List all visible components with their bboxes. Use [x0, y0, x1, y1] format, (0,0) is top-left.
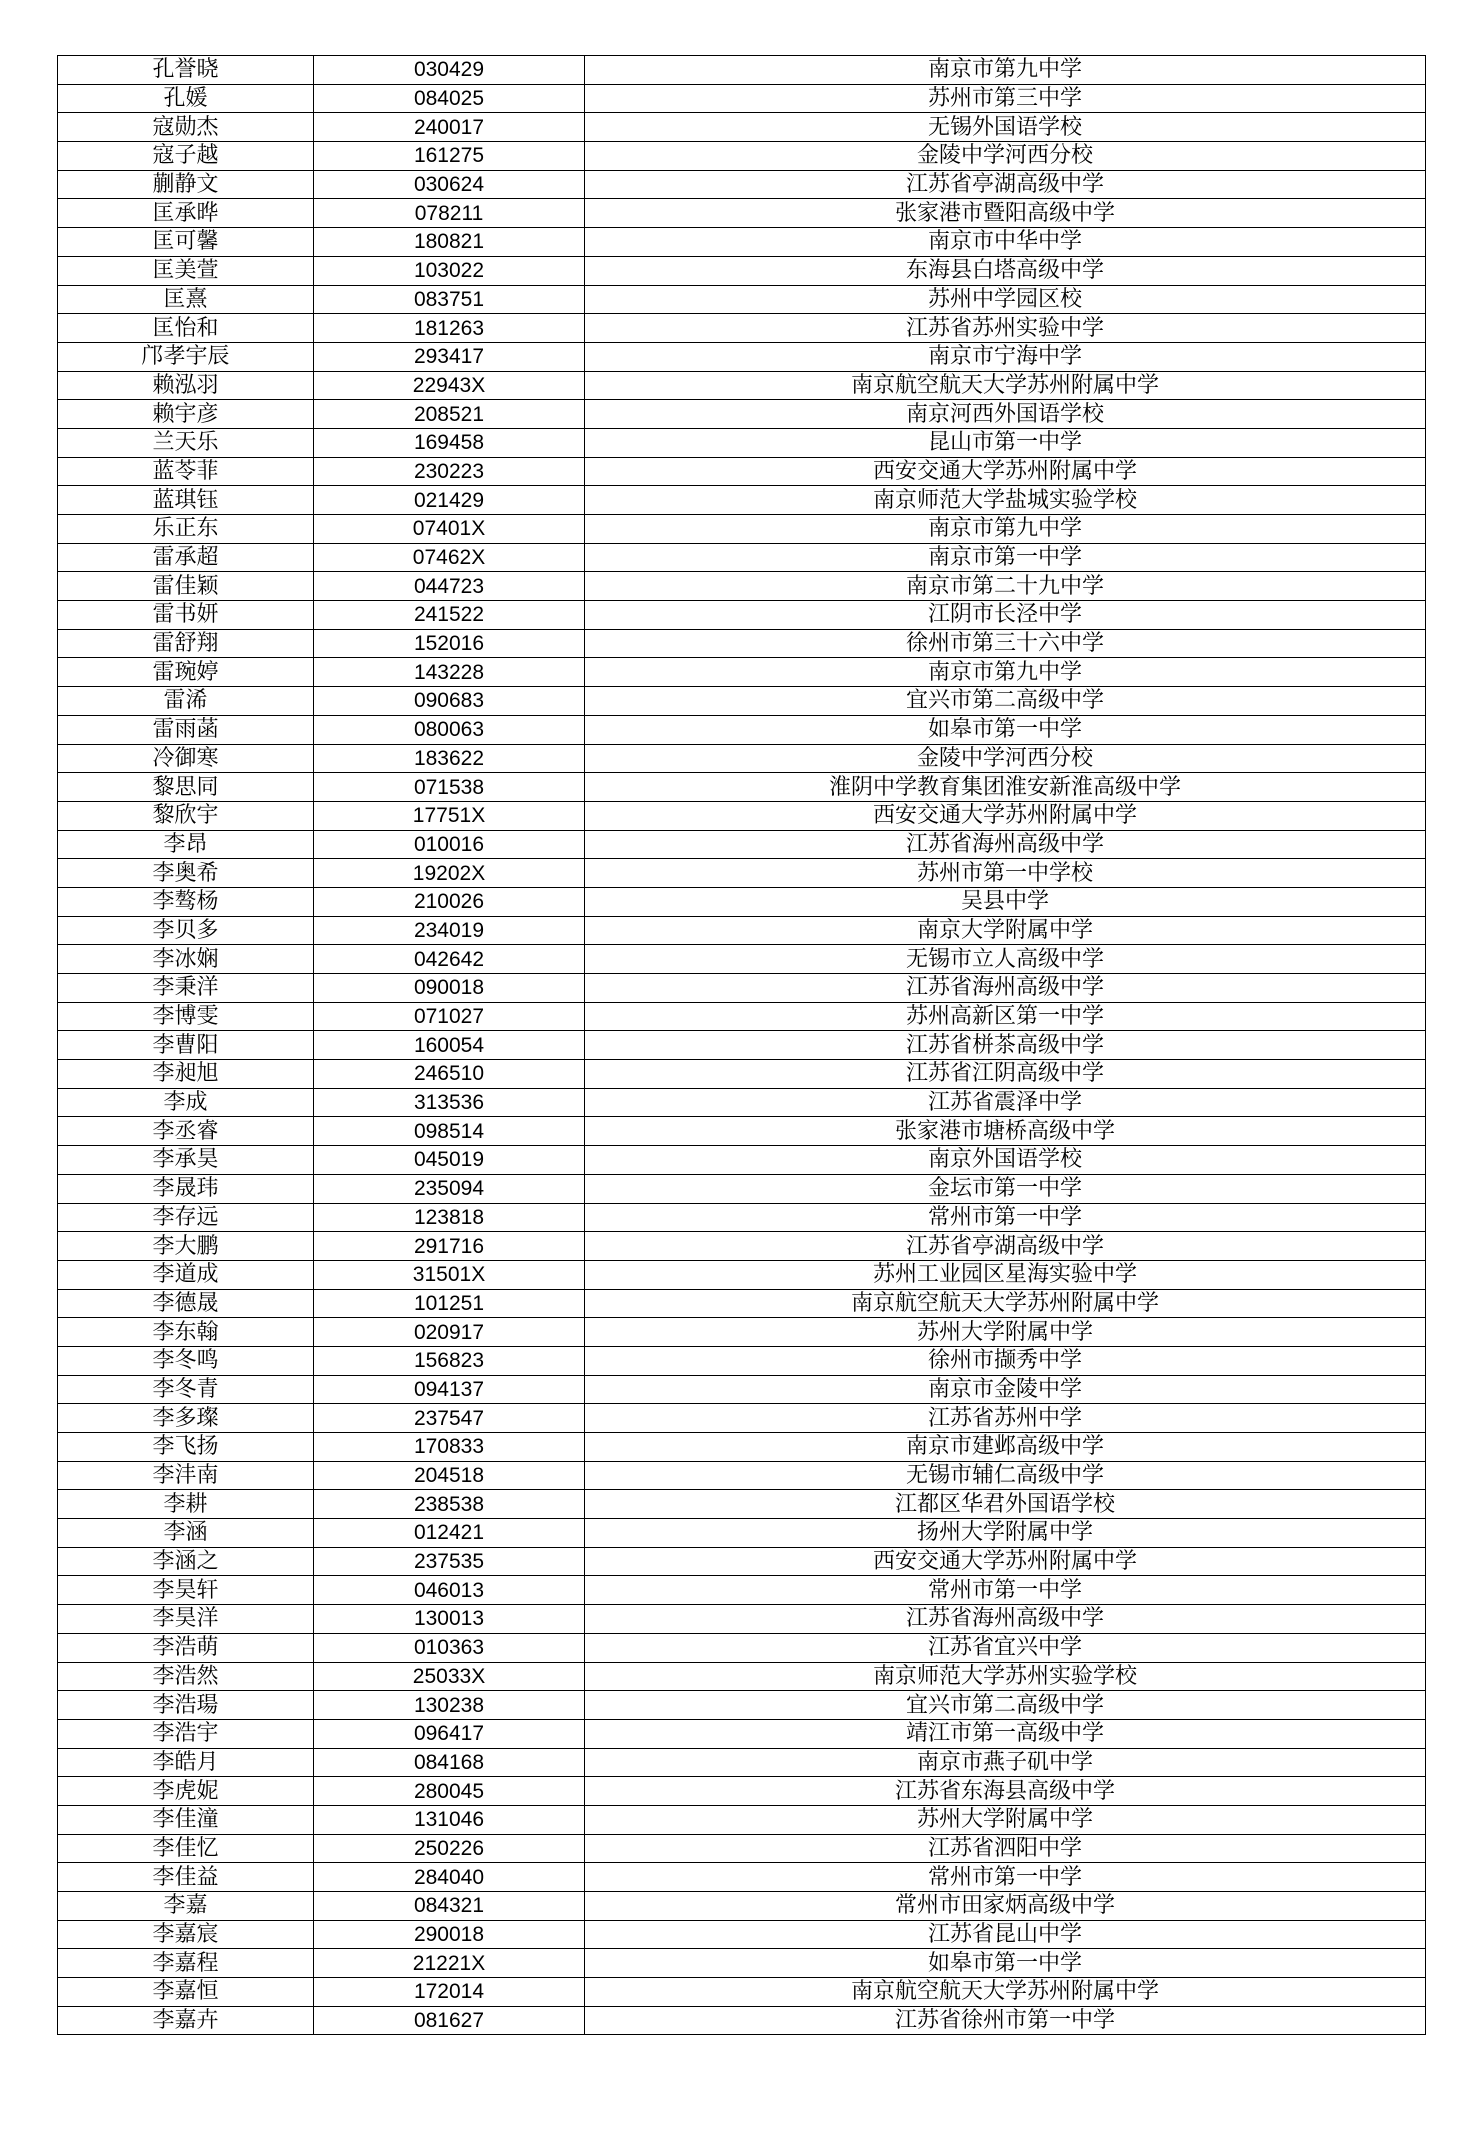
school-name-cell: 江苏省苏州中学 — [585, 1404, 1426, 1433]
student-name-cell: 李丞睿 — [58, 1117, 314, 1146]
table-row — [58, 1490, 1426, 1519]
student-name-cell: 寇勋杰 — [58, 113, 314, 142]
student-id-cell: 293417 — [314, 342, 585, 371]
student-id-cell: 170833 — [314, 1433, 585, 1462]
school-name-cell: 南京市第九中学 — [585, 658, 1426, 687]
student-name-cell: 匡承晔 — [58, 199, 314, 228]
school-name-cell: 南京河西外国语学校 — [585, 400, 1426, 429]
student-id-cell: 045019 — [314, 1146, 585, 1175]
table-row — [58, 1346, 1426, 1375]
school-name-cell: 靖江市第一高级中学 — [585, 1719, 1426, 1748]
student-id-cell: 246510 — [314, 1060, 585, 1089]
student-id-cell: 090018 — [314, 974, 585, 1003]
table-row — [58, 199, 1426, 228]
table-row — [58, 1375, 1426, 1404]
table-row — [58, 1920, 1426, 1949]
student-id-cell: 183622 — [314, 744, 585, 773]
student-id-cell: 042642 — [314, 945, 585, 974]
table-row — [58, 916, 1426, 945]
student-name-cell: 李曹阳 — [58, 1031, 314, 1060]
school-name-cell: 南京市建邺高级中学 — [585, 1433, 1426, 1462]
student-name-cell: 李贝多 — [58, 916, 314, 945]
student-id-cell: 240017 — [314, 113, 585, 142]
table-row — [58, 1232, 1426, 1261]
table-row — [58, 1519, 1426, 1548]
student-id-cell: 071027 — [314, 1002, 585, 1031]
school-name-cell: 江苏省栟茶高级中学 — [585, 1031, 1426, 1060]
student-roster-table — [57, 55, 1426, 2035]
student-id-cell: 078211 — [314, 199, 585, 228]
student-name-cell: 匡美萱 — [58, 256, 314, 285]
student-id-cell: 096417 — [314, 1719, 585, 1748]
student-id-cell: 030624 — [314, 170, 585, 199]
student-name-cell: 冷御寒 — [58, 744, 314, 773]
table-row — [58, 629, 1426, 658]
student-id-cell: 160054 — [314, 1031, 585, 1060]
student-name-cell: 匡怡和 — [58, 314, 314, 343]
school-name-cell: 南京市燕子矶中学 — [585, 1748, 1426, 1777]
student-name-cell: 李浩宇 — [58, 1719, 314, 1748]
student-id-cell: 17751X — [314, 801, 585, 830]
school-name-cell: 江苏省震泽中学 — [585, 1088, 1426, 1117]
student-name-cell: 李嘉 — [58, 1892, 314, 1921]
student-name-cell: 李奥希 — [58, 859, 314, 888]
student-id-cell: 044723 — [314, 572, 585, 601]
student-id-cell: 123818 — [314, 1203, 585, 1232]
student-id-cell: 250226 — [314, 1834, 585, 1863]
student-name-cell: 李晟玮 — [58, 1174, 314, 1203]
school-name-cell: 南京市第九中学 — [585, 515, 1426, 544]
school-name-cell: 南京市金陵中学 — [585, 1375, 1426, 1404]
student-id-cell: 313536 — [314, 1088, 585, 1117]
table-row — [58, 1978, 1426, 2007]
student-name-cell: 李佳潼 — [58, 1805, 314, 1834]
table-row — [58, 1318, 1426, 1347]
student-name-cell: 李道成 — [58, 1260, 314, 1289]
student-id-cell: 204518 — [314, 1461, 585, 1490]
table-row — [58, 1662, 1426, 1691]
school-name-cell: 南京市宁海中学 — [585, 342, 1426, 371]
student-id-cell: 284040 — [314, 1863, 585, 1892]
student-id-cell: 237547 — [314, 1404, 585, 1433]
school-name-cell: 徐州市第三十六中学 — [585, 629, 1426, 658]
table-row — [58, 974, 1426, 1003]
student-id-cell: 19202X — [314, 859, 585, 888]
student-id-cell: 084025 — [314, 84, 585, 113]
student-name-cell: 蓝苓菲 — [58, 457, 314, 486]
student-name-cell: 李秉洋 — [58, 974, 314, 1003]
table-row — [58, 1748, 1426, 1777]
school-name-cell: 常州市第一中学 — [585, 1203, 1426, 1232]
school-name-cell: 南京航空航天大学苏州附属中学 — [585, 1978, 1426, 2007]
student-name-cell: 李德晟 — [58, 1289, 314, 1318]
school-name-cell: 常州市第一中学 — [585, 1576, 1426, 1605]
student-name-cell: 李昶旭 — [58, 1060, 314, 1089]
school-name-cell: 苏州市第三中学 — [585, 84, 1426, 113]
student-name-cell: 孔誉晓 — [58, 56, 314, 85]
school-name-cell: 江都区华君外国语学校 — [585, 1490, 1426, 1519]
student-name-cell: 蓝琪钰 — [58, 486, 314, 515]
table-row — [58, 1892, 1426, 1921]
table-row — [58, 1031, 1426, 1060]
student-id-cell: 25033X — [314, 1662, 585, 1691]
table-row — [58, 486, 1426, 515]
student-name-cell: 李昂 — [58, 830, 314, 859]
table-row — [58, 56, 1426, 85]
student-id-cell: 172014 — [314, 1978, 585, 2007]
student-id-cell: 22943X — [314, 371, 585, 400]
student-name-cell: 李存远 — [58, 1203, 314, 1232]
student-id-cell: 208521 — [314, 400, 585, 429]
student-id-cell: 180821 — [314, 228, 585, 257]
table-row — [58, 1805, 1426, 1834]
school-name-cell: 西安交通大学苏州附属中学 — [585, 1547, 1426, 1576]
student-id-cell: 071538 — [314, 773, 585, 802]
school-name-cell: 江苏省海州高级中学 — [585, 974, 1426, 1003]
table-row — [58, 400, 1426, 429]
student-name-cell: 李大鹏 — [58, 1232, 314, 1261]
school-name-cell: 金陵中学河西分校 — [585, 744, 1426, 773]
student-name-cell: 李皓月 — [58, 1748, 314, 1777]
table-row — [58, 1547, 1426, 1576]
student-id-cell: 143228 — [314, 658, 585, 687]
school-name-cell: 南京市第二十九中学 — [585, 572, 1426, 601]
student-name-cell: 雷浠 — [58, 687, 314, 716]
table-row — [58, 715, 1426, 744]
table-row — [58, 1117, 1426, 1146]
student-name-cell: 雷承超 — [58, 543, 314, 572]
table-row — [58, 142, 1426, 171]
student-id-cell: 083751 — [314, 285, 585, 314]
school-name-cell: 苏州大学附属中学 — [585, 1805, 1426, 1834]
student-id-cell: 290018 — [314, 1920, 585, 1949]
student-name-cell: 黎欣宇 — [58, 801, 314, 830]
school-name-cell: 淮阴中学教育集团淮安新淮高级中学 — [585, 773, 1426, 802]
student-id-cell: 237535 — [314, 1547, 585, 1576]
student-name-cell: 李博雯 — [58, 1002, 314, 1031]
student-id-cell: 021429 — [314, 486, 585, 515]
school-name-cell: 江苏省昆山中学 — [585, 1920, 1426, 1949]
table-row — [58, 1060, 1426, 1089]
table-row — [58, 314, 1426, 343]
student-id-cell: 130238 — [314, 1691, 585, 1720]
school-name-cell: 常州市田家炳高级中学 — [585, 1892, 1426, 1921]
school-name-cell: 江苏省海州高级中学 — [585, 830, 1426, 859]
student-name-cell: 赖宇彦 — [58, 400, 314, 429]
table-row — [58, 1146, 1426, 1175]
student-name-cell: 乐正东 — [58, 515, 314, 544]
school-name-cell: 江苏省徐州市第一中学 — [585, 2006, 1426, 2035]
school-name-cell: 江苏省宜兴中学 — [585, 1633, 1426, 1662]
student-name-cell: 李耕 — [58, 1490, 314, 1519]
table-row — [58, 1260, 1426, 1289]
table-row — [58, 1719, 1426, 1748]
student-name-cell: 李骜杨 — [58, 887, 314, 916]
student-name-cell: 李佳益 — [58, 1863, 314, 1892]
student-name-cell: 李嘉恒 — [58, 1978, 314, 2007]
school-name-cell: 苏州高新区第一中学 — [585, 1002, 1426, 1031]
student-name-cell: 李昊洋 — [58, 1605, 314, 1634]
school-name-cell: 江苏省海州高级中学 — [585, 1605, 1426, 1634]
school-name-cell: 如皋市第一中学 — [585, 715, 1426, 744]
student-name-cell: 李成 — [58, 1088, 314, 1117]
table-row — [58, 658, 1426, 687]
student-name-cell: 雷舒翔 — [58, 629, 314, 658]
student-id-cell: 030429 — [314, 56, 585, 85]
student-id-cell: 07462X — [314, 543, 585, 572]
table-row — [58, 1404, 1426, 1433]
table-row — [58, 1691, 1426, 1720]
student-name-cell: 李涵 — [58, 1519, 314, 1548]
table-row — [58, 1433, 1426, 1462]
student-id-cell: 101251 — [314, 1289, 585, 1318]
table-row — [58, 2006, 1426, 2035]
school-name-cell: 江苏省江阴高级中学 — [585, 1060, 1426, 1089]
school-name-cell: 宜兴市第二高级中学 — [585, 1691, 1426, 1720]
table-row — [58, 543, 1426, 572]
student-id-cell: 080063 — [314, 715, 585, 744]
student-name-cell: 李嘉卉 — [58, 2006, 314, 2035]
student-id-cell: 241522 — [314, 601, 585, 630]
table-row — [58, 1461, 1426, 1490]
table-row — [58, 830, 1426, 859]
student-name-cell: 李涵之 — [58, 1547, 314, 1576]
school-name-cell: 南京航空航天大学苏州附属中学 — [585, 371, 1426, 400]
student-id-cell: 210026 — [314, 887, 585, 916]
student-id-cell: 130013 — [314, 1605, 585, 1634]
student-id-cell: 098514 — [314, 1117, 585, 1146]
school-name-cell: 徐州市撷秀中学 — [585, 1346, 1426, 1375]
student-id-cell: 291716 — [314, 1232, 585, 1261]
student-name-cell: 李冬鸣 — [58, 1346, 314, 1375]
table-row — [58, 1863, 1426, 1892]
student-id-cell: 010363 — [314, 1633, 585, 1662]
student-name-cell: 李嘉宸 — [58, 1920, 314, 1949]
school-name-cell: 南京大学附属中学 — [585, 916, 1426, 945]
school-name-cell: 江阴市长泾中学 — [585, 601, 1426, 630]
student-name-cell: 蒯静文 — [58, 170, 314, 199]
student-id-cell: 169458 — [314, 428, 585, 457]
student-name-cell: 雷琬婷 — [58, 658, 314, 687]
student-name-cell: 寇子越 — [58, 142, 314, 171]
table-row — [58, 228, 1426, 257]
student-name-cell: 李承昊 — [58, 1146, 314, 1175]
table-row — [58, 572, 1426, 601]
table-row — [58, 1002, 1426, 1031]
student-id-cell: 152016 — [314, 629, 585, 658]
student-id-cell: 046013 — [314, 1576, 585, 1605]
table-row — [58, 515, 1426, 544]
table-row — [58, 285, 1426, 314]
school-name-cell: 西安交通大学苏州附属中学 — [585, 457, 1426, 486]
table-row — [58, 1088, 1426, 1117]
student-id-cell: 084321 — [314, 1892, 585, 1921]
student-id-cell: 020917 — [314, 1318, 585, 1347]
table-row — [58, 687, 1426, 716]
table-row — [58, 1576, 1426, 1605]
student-name-cell: 李沣南 — [58, 1461, 314, 1490]
school-name-cell: 南京航空航天大学苏州附属中学 — [585, 1289, 1426, 1318]
table-row — [58, 945, 1426, 974]
school-name-cell: 金陵中学河西分校 — [585, 142, 1426, 171]
school-name-cell: 苏州中学园区校 — [585, 285, 1426, 314]
student-id-cell: 084168 — [314, 1748, 585, 1777]
student-name-cell: 李昊轩 — [58, 1576, 314, 1605]
student-name-cell: 李飞扬 — [58, 1433, 314, 1462]
school-name-cell: 无锡市立人高级中学 — [585, 945, 1426, 974]
school-name-cell: 宜兴市第二高级中学 — [585, 687, 1426, 716]
table-row — [58, 457, 1426, 486]
student-name-cell: 雷佳颖 — [58, 572, 314, 601]
student-name-cell: 孔媛 — [58, 84, 314, 113]
student-id-cell: 012421 — [314, 1519, 585, 1548]
school-name-cell: 南京市中华中学 — [585, 228, 1426, 257]
table-row — [58, 801, 1426, 830]
student-id-cell: 094137 — [314, 1375, 585, 1404]
school-name-cell: 张家港市暨阳高级中学 — [585, 199, 1426, 228]
student-name-cell: 匡熹 — [58, 285, 314, 314]
table-row — [58, 1633, 1426, 1662]
student-name-cell: 李浩瑒 — [58, 1691, 314, 1720]
student-id-cell: 21221X — [314, 1949, 585, 1978]
school-name-cell: 南京师范大学苏州实验学校 — [585, 1662, 1426, 1691]
school-name-cell: 江苏省泗阳中学 — [585, 1834, 1426, 1863]
school-name-cell: 南京市第九中学 — [585, 56, 1426, 85]
school-name-cell: 南京师范大学盐城实验学校 — [585, 486, 1426, 515]
school-name-cell: 南京市第一中学 — [585, 543, 1426, 572]
table-row — [58, 1605, 1426, 1634]
school-name-cell: 江苏省亭湖高级中学 — [585, 170, 1426, 199]
student-id-cell: 156823 — [314, 1346, 585, 1375]
school-name-cell: 昆山市第一中学 — [585, 428, 1426, 457]
student-name-cell: 李冬青 — [58, 1375, 314, 1404]
school-name-cell: 江苏省亭湖高级中学 — [585, 1232, 1426, 1261]
table-row — [58, 256, 1426, 285]
table-row — [58, 744, 1426, 773]
table-row — [58, 1289, 1426, 1318]
school-name-cell: 扬州大学附属中学 — [585, 1519, 1426, 1548]
student-id-cell: 238538 — [314, 1490, 585, 1519]
student-name-cell: 兰天乐 — [58, 428, 314, 457]
student-id-cell: 235094 — [314, 1174, 585, 1203]
table-row — [58, 1777, 1426, 1806]
student-name-cell: 李冰娴 — [58, 945, 314, 974]
table-row — [58, 1203, 1426, 1232]
student-id-cell: 103022 — [314, 256, 585, 285]
student-id-cell: 131046 — [314, 1805, 585, 1834]
school-name-cell: 苏州市第一中学校 — [585, 859, 1426, 888]
student-id-cell: 31501X — [314, 1260, 585, 1289]
school-name-cell: 南京外国语学校 — [585, 1146, 1426, 1175]
table-row — [58, 170, 1426, 199]
student-id-cell: 161275 — [314, 142, 585, 171]
table-row — [58, 84, 1426, 113]
student-id-cell: 234019 — [314, 916, 585, 945]
table-row — [58, 601, 1426, 630]
school-name-cell: 江苏省苏州实验中学 — [585, 314, 1426, 343]
student-name-cell: 匡可馨 — [58, 228, 314, 257]
table-row — [58, 859, 1426, 888]
student-id-cell: 181263 — [314, 314, 585, 343]
school-name-cell: 东海县白塔高级中学 — [585, 256, 1426, 285]
school-name-cell: 西安交通大学苏州附属中学 — [585, 801, 1426, 830]
roster-body — [58, 56, 1426, 2035]
table-row — [58, 113, 1426, 142]
table-row — [58, 342, 1426, 371]
student-name-cell: 李佳忆 — [58, 1834, 314, 1863]
student-name-cell: 李东翰 — [58, 1318, 314, 1347]
student-name-cell: 邝孝宇辰 — [58, 342, 314, 371]
student-id-cell: 07401X — [314, 515, 585, 544]
school-name-cell: 江苏省东海县高级中学 — [585, 1777, 1426, 1806]
school-name-cell: 常州市第一中学 — [585, 1863, 1426, 1892]
school-name-cell: 金坛市第一中学 — [585, 1174, 1426, 1203]
table-row — [58, 773, 1426, 802]
student-name-cell: 赖泓羽 — [58, 371, 314, 400]
student-id-cell: 090683 — [314, 687, 585, 716]
student-name-cell: 雷书妍 — [58, 601, 314, 630]
school-name-cell: 无锡外国语学校 — [585, 113, 1426, 142]
student-name-cell: 李多璨 — [58, 1404, 314, 1433]
student-id-cell: 081627 — [314, 2006, 585, 2035]
student-name-cell: 雷雨菡 — [58, 715, 314, 744]
table-row — [58, 1949, 1426, 1978]
school-name-cell: 如皋市第一中学 — [585, 1949, 1426, 1978]
student-id-cell: 280045 — [314, 1777, 585, 1806]
student-id-cell: 010016 — [314, 830, 585, 859]
student-id-cell: 230223 — [314, 457, 585, 486]
student-name-cell: 李浩然 — [58, 1662, 314, 1691]
school-name-cell: 吴县中学 — [585, 887, 1426, 916]
student-name-cell: 黎思同 — [58, 773, 314, 802]
school-name-cell: 苏州大学附属中学 — [585, 1318, 1426, 1347]
school-name-cell: 张家港市塘桥高级中学 — [585, 1117, 1426, 1146]
table-row — [58, 371, 1426, 400]
table-row — [58, 1174, 1426, 1203]
student-name-cell: 李嘉程 — [58, 1949, 314, 1978]
school-name-cell: 无锡市辅仁高级中学 — [585, 1461, 1426, 1490]
school-name-cell: 苏州工业园区星海实验中学 — [585, 1260, 1426, 1289]
student-name-cell: 李虎妮 — [58, 1777, 314, 1806]
table-row — [58, 1834, 1426, 1863]
document-page — [57, 55, 1422, 2035]
table-row — [58, 428, 1426, 457]
student-name-cell: 李浩萌 — [58, 1633, 314, 1662]
table-row — [58, 887, 1426, 916]
